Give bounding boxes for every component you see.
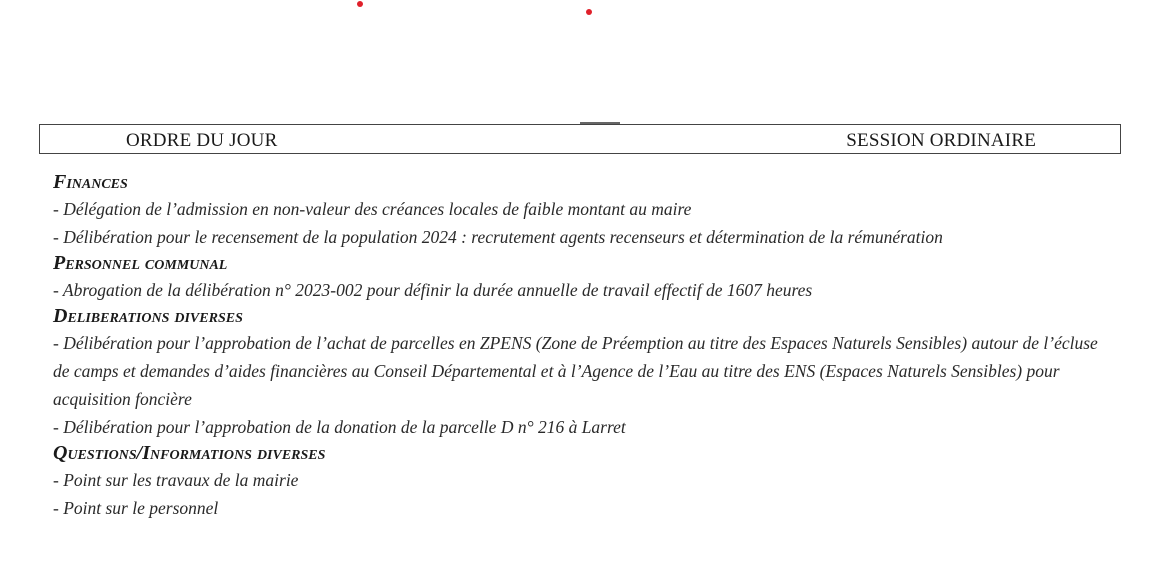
red-dot-mark: [586, 9, 592, 15]
agenda-item: - Abrogation de la délibération n° 2023-002 pour définir la durée annuelle de travail effectif de 1607 heures: [53, 280, 813, 300]
section-personnel-communal: [53, 251, 1113, 304]
agenda-item: - Délibération pour l’approbation de l’achat de parcelles en ZPENS (Zone de Préemption au titre des Espaces Naturels Sensibles) autour de l’écluse de camps et demandes d’aides financières au Conseil Départemental et à l’Agence de l’Eau au titre des ENS (Espaces Naturels Sensibles) pour acquisition foncière: [53, 333, 1098, 409]
agenda-item: - Délibération pour l’approbation de la donation de la parcelle D n° 216 à Larret: [53, 417, 626, 437]
agenda-item: - Délégation de l’admission en non-valeur des créances locales de faible montant au maire: [53, 199, 692, 219]
section-questions-informations: [53, 441, 1113, 522]
scan-mark: [580, 122, 620, 124]
section-finances: [53, 170, 1113, 251]
agenda-item: - Point sur le personnel: [53, 498, 219, 518]
agenda-item: - Point sur les travaux de la mairie: [53, 470, 299, 490]
agenda-item: - Délibération pour le recensement de la population 2024 : recrutement agents recenseurs et détermination de la rémunération: [53, 227, 943, 247]
section-title: Questions/Informations diverses: [53, 442, 326, 464]
agenda-header-title: ORDRE DU JOUR: [126, 130, 278, 151]
section-title: Personnel communal: [53, 252, 228, 274]
session-type-label: SESSION ORDINAIRE: [846, 130, 1036, 151]
agenda-list: [53, 170, 1113, 522]
red-dot-mark: [357, 1, 363, 7]
section-deliberations-diverses: [53, 304, 1113, 441]
agenda-header-box: [39, 124, 1121, 154]
section-title: Deliberations diverses: [53, 305, 243, 327]
section-title: Finances: [53, 171, 128, 193]
